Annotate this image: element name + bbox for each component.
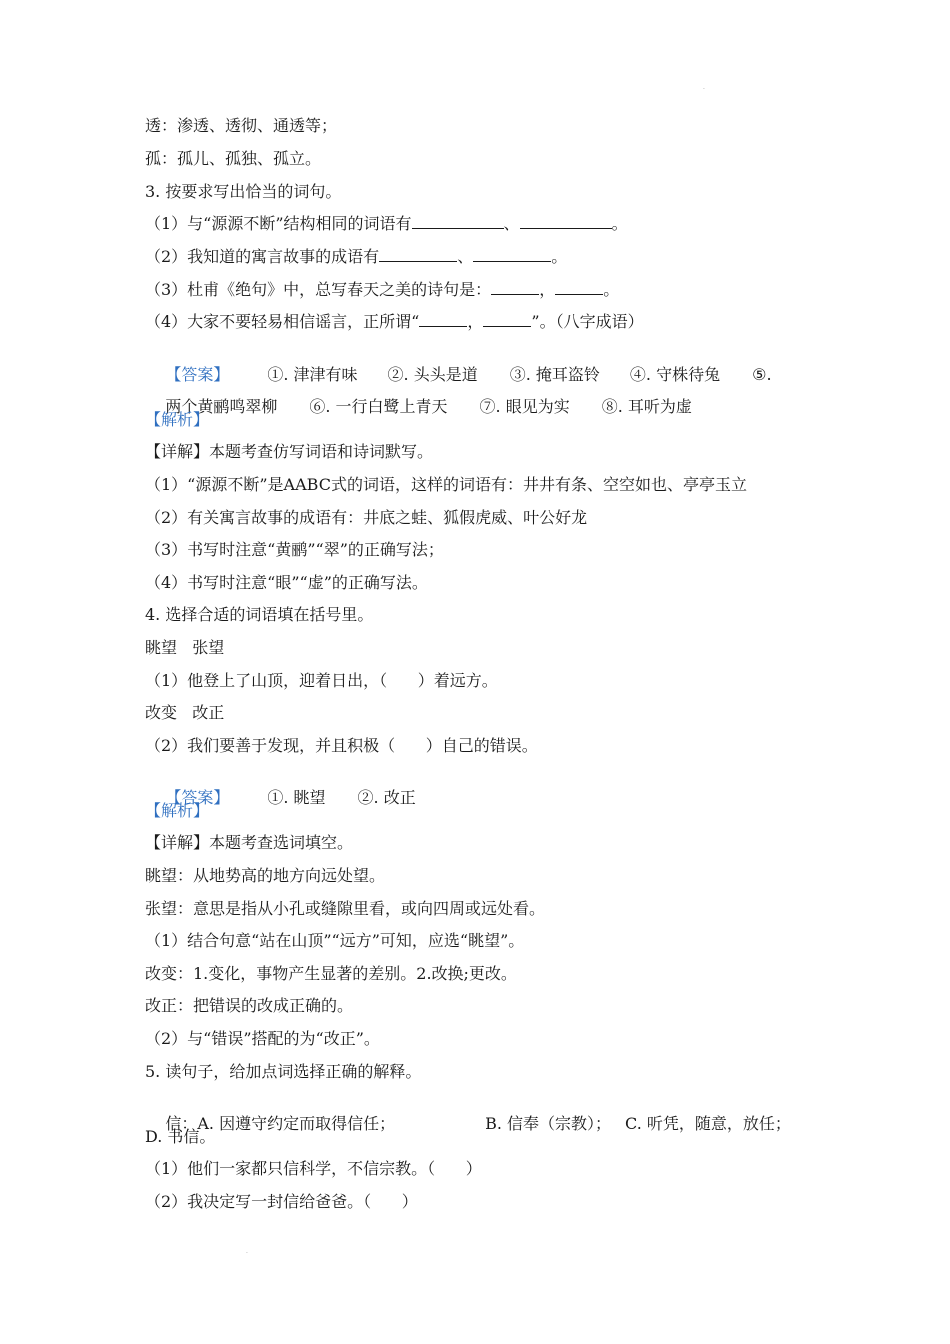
question-4-item-2: （2）我们要善于发现，并且积极（ ）自己的错误。	[145, 736, 538, 755]
question-4-title: 4. 选择合适的词语填在括号里。	[145, 605, 374, 624]
answer-blank[interactable]	[491, 280, 539, 295]
option-a: 信：A. 因遵守约定而取得信任；	[165, 1114, 396, 1133]
answer-blank[interactable]	[555, 280, 603, 295]
detail-line: （1）结合句意“站在山顶”“远方”可知，应选“眺望”。	[145, 931, 525, 950]
detail-line: 改变：1.变化，事物产生显著的差别。2.改换;更改。	[145, 964, 517, 983]
detail-line: （1）“源源不断”是AABC式的词语，这样的词语有：井井有条、空空如也、亭亭玉立	[145, 475, 747, 494]
analysis-tag: 【解析】	[145, 801, 210, 820]
answer-blank[interactable]	[412, 214, 504, 229]
answer-blank[interactable]	[379, 247, 457, 262]
detail-line: （2）有关寓言故事的成语有：井底之蛙、狐假虎威、叶公好龙	[145, 508, 588, 527]
option-c: C. 听凭，随意，放任；	[625, 1114, 791, 1133]
option-b: B. 信奉（宗教）；	[485, 1114, 612, 1133]
answer-item: ③. 掩耳盗铃	[509, 365, 600, 384]
answer-item: ⑤.	[752, 365, 772, 384]
question-5-item-2: （2）我决定写一封信给爸爸。（ ）	[145, 1192, 418, 1211]
answer-item: ①. 津津有味	[267, 365, 358, 384]
definition-options	[145, 1094, 791, 1154]
detail-line: 张望：意思是指从小孔或缝隙里看，或向四周或远处看。	[145, 899, 546, 918]
question-3-title: 3. 按要求写出恰当的词句。	[145, 182, 342, 201]
answer-item: ⑥. 一行白鹭上青天	[309, 397, 448, 416]
detail-line: （4）书写时注意“眼”“虚”的正确写法。	[145, 573, 428, 592]
detail-line: （3）书写时注意“黄鹂”“翠”的正确写法；	[145, 540, 444, 559]
answer-tag: 【答案】	[165, 788, 230, 807]
question-3-item-3: （3）杜甫《绝句》中，总写春天之美的诗句是： ， 。	[145, 280, 620, 299]
detail-line: （2）与“错误”搭配的为“改正”。	[145, 1029, 380, 1048]
answer-item: ⑧. 耳听为虚	[601, 397, 692, 416]
question-3-item-1: （1）与“源源不断”结构相同的词语有 、 。	[145, 214, 628, 233]
question-5-item-1: （1）他们一家都只信科学，不信宗教。（ ）	[145, 1159, 482, 1178]
answer-item: ②. 头头是道	[387, 365, 478, 384]
detail-line: 【详解】本题考查选词填空。	[145, 833, 354, 852]
page-speck: ·	[246, 1250, 248, 1257]
detail-line: 改正：把错误的改成正确的。	[145, 996, 354, 1015]
question-4-item-1: （1）他登上了山顶，迎着日出，（ ）着远方。	[145, 671, 498, 690]
question-5-title: 5. 读句子，给加点词选择正确的解释。	[145, 1062, 422, 1081]
page-speck: ·	[703, 86, 705, 93]
answer-item: ④. 守株待兔	[629, 365, 721, 384]
answer-tag: 【答案】	[165, 365, 230, 384]
detail-line: 眺望：从地势高的地方向远处望。	[145, 866, 386, 885]
word-choices: 改变 改正	[145, 703, 225, 722]
answer-blank[interactable]	[419, 312, 467, 327]
question-3-item-4: （4）大家不要轻易相信谣言，正所谓“ ， ”。（八字成语）	[145, 312, 644, 331]
answer-item: ⑦. 眼见为实	[479, 397, 570, 416]
answer-item: ②. 改正	[357, 788, 416, 807]
answer-blank[interactable]	[483, 312, 531, 327]
answer-blank[interactable]	[473, 247, 551, 262]
text-line: 孤：孤儿、孤独、孤立。	[145, 149, 322, 168]
option-d: D. 书信。	[145, 1127, 216, 1146]
answer-blank[interactable]	[520, 214, 612, 229]
word-choices: 眺望 张望	[145, 638, 225, 657]
text-line: 透：渗透、透彻、通透等；	[145, 116, 338, 135]
answer-line-q3-cont	[145, 377, 692, 437]
answer-item: ①. 眺望	[267, 788, 326, 807]
analysis-tag: 【解析】	[145, 410, 210, 429]
answer-item: 两个黄鹂鸣翠柳	[165, 397, 278, 416]
question-3-item-2: （2）我知道的寓言故事的成语有 、 。	[145, 247, 568, 266]
detail-line: 【详解】本题考查仿写词语和诗词默写。	[145, 442, 434, 461]
